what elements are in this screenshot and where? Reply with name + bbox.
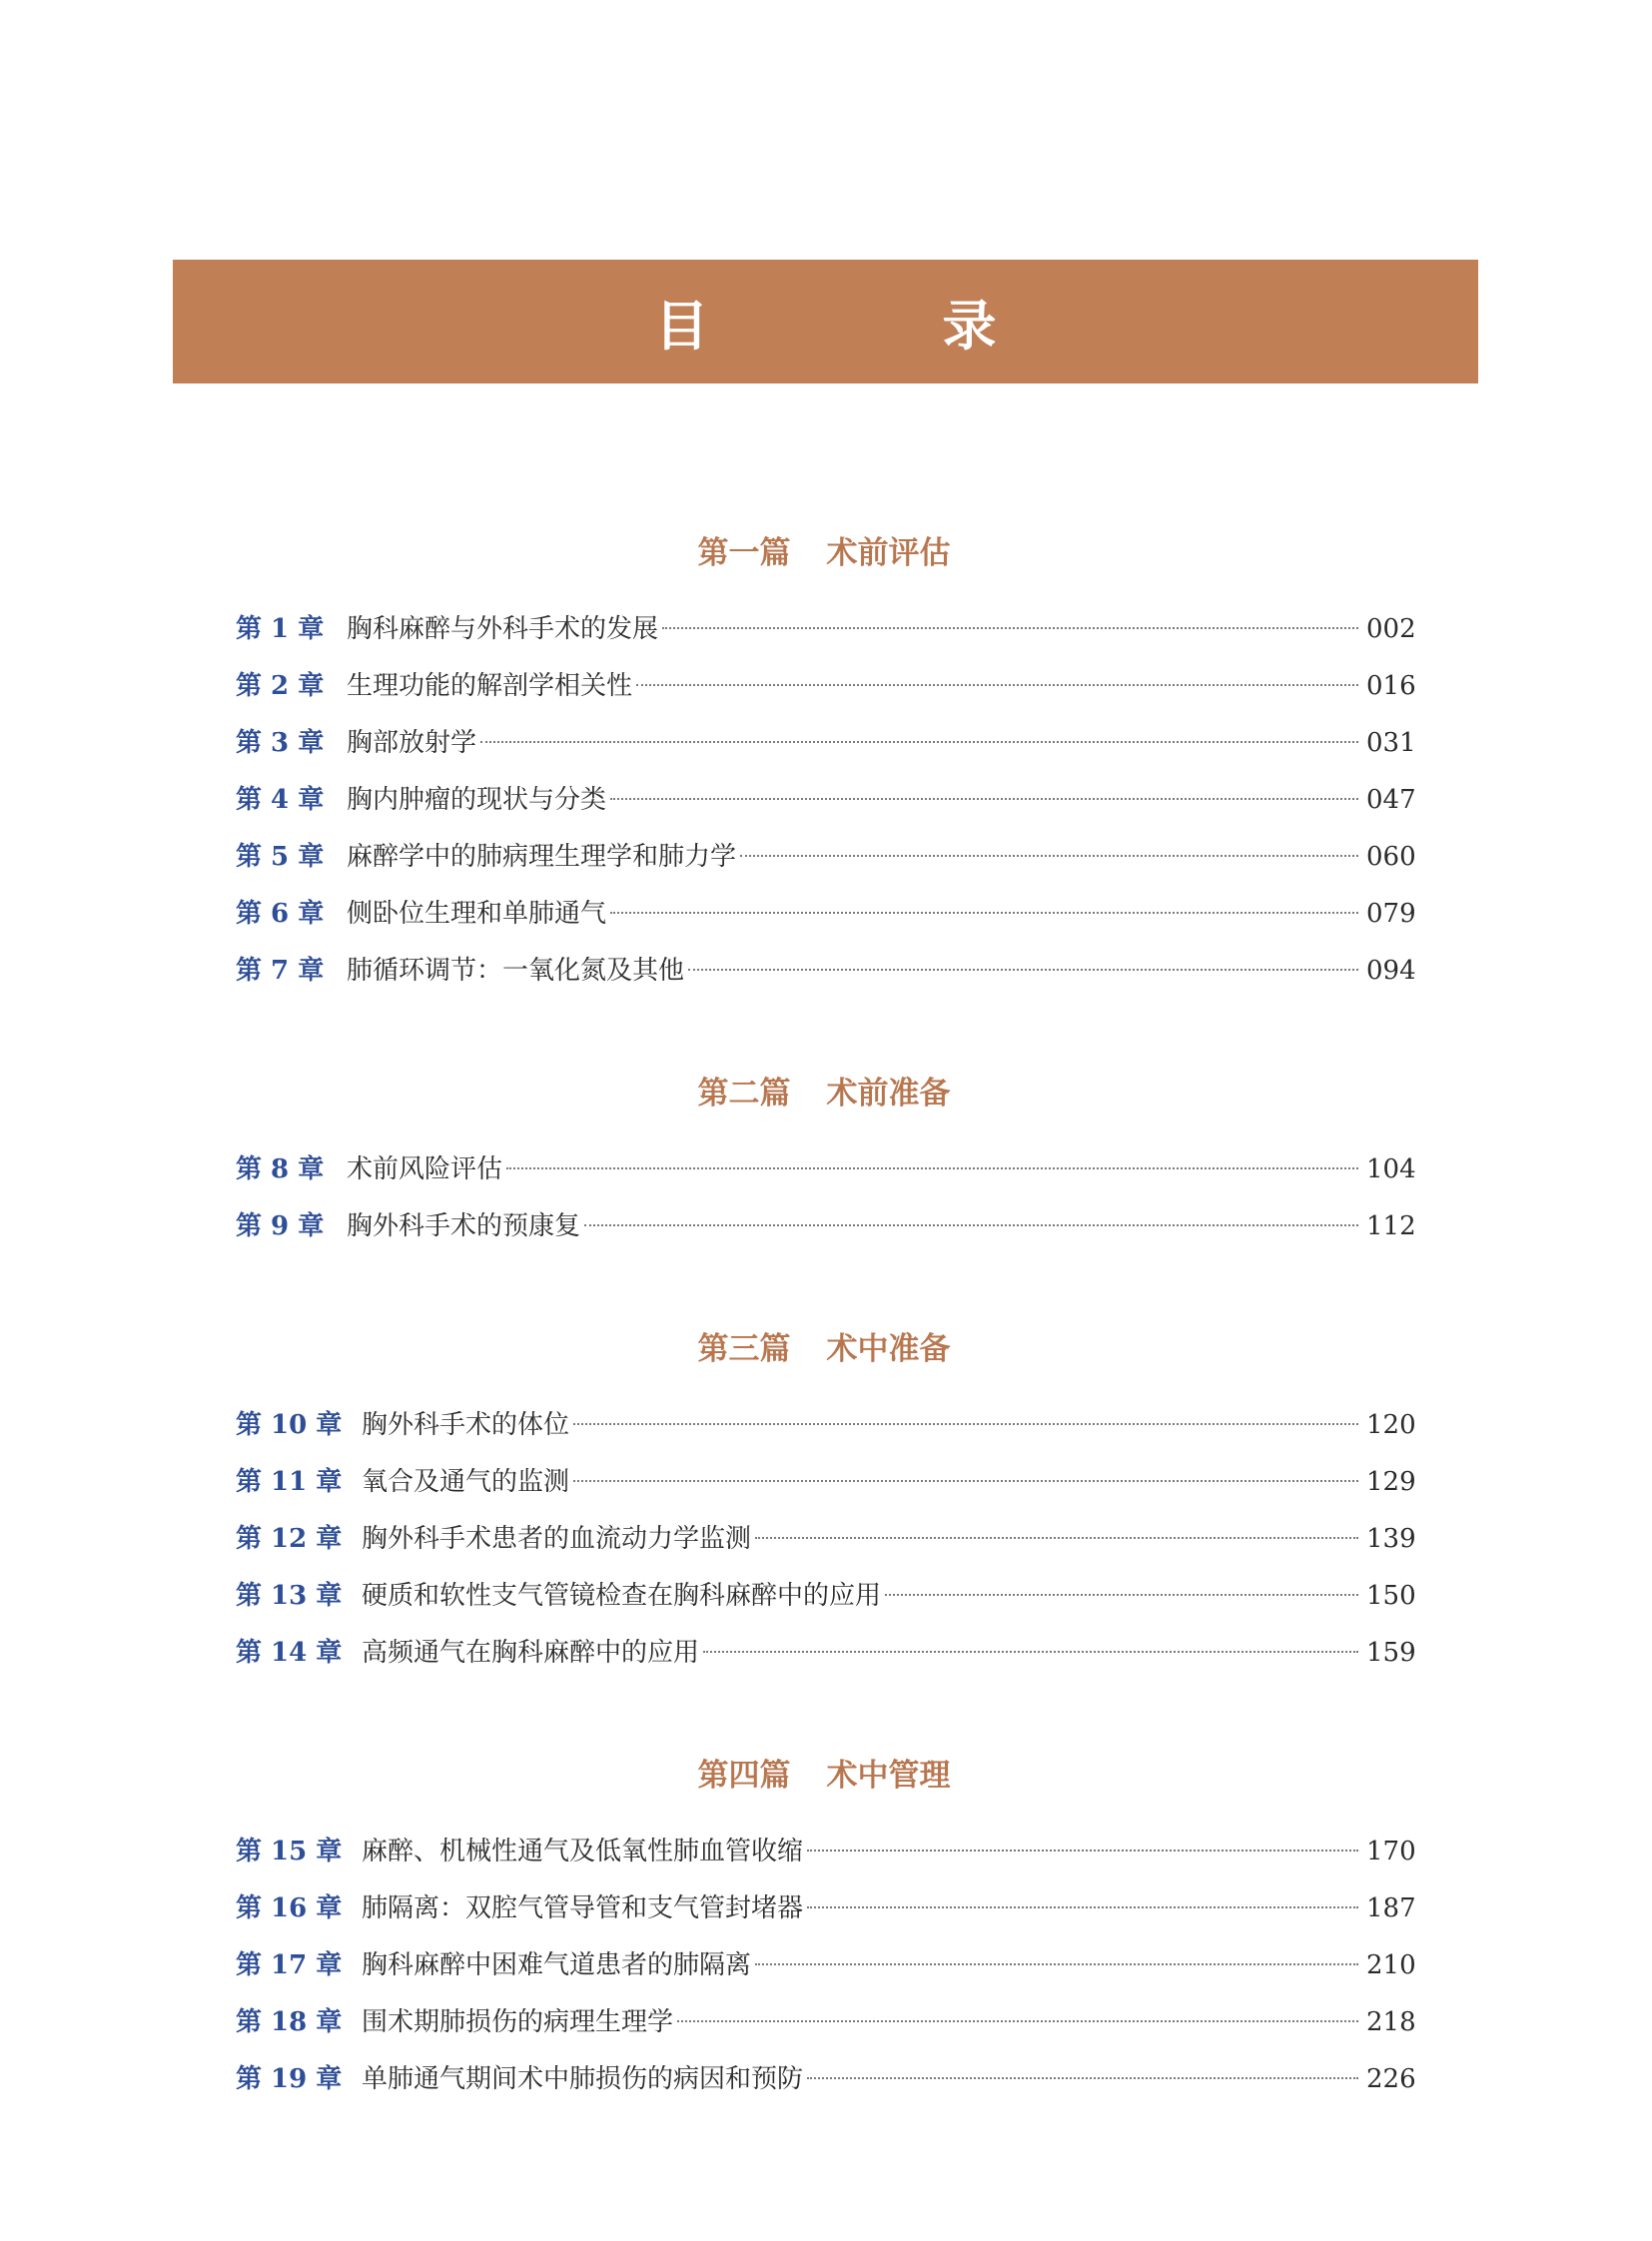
dot-leader [807,1850,1358,1852]
chapter-entry[interactable] [236,601,1416,658]
chapter-entry[interactable] [236,2051,1416,2108]
part-name: 术前评估 [826,534,951,571]
dot-leader [506,1167,1358,1169]
chapter-number: 第 16 章 [236,1893,343,1923]
chapter-number: 第 19 章 [236,2064,343,2094]
dot-leader [677,2020,1358,2022]
chapter-title: 胸科麻醉中困难气道患者的肺隔离 [362,1950,752,1980]
dot-leader [885,1594,1358,1596]
chapter-page: 226 [1366,2064,1416,2094]
chapter-number: 第 10 章 [236,1410,343,1440]
chapter-entry[interactable] [236,1397,1416,1454]
chapter-number: 第 7 章 [236,956,325,986]
chapter-number: 第 18 章 [236,2007,343,2037]
chapter-title: 氧合及通气的监测 [362,1467,570,1497]
part-label: 第三篇 [697,1330,791,1367]
chapter-entry[interactable] [236,829,1416,886]
dot-leader [584,1224,1358,1226]
chapter-title: 肺隔离：双腔气管导管和支气管封堵器 [362,1893,804,1923]
chapter-page: 218 [1366,2007,1416,2037]
chapter-title: 高频通气在胸科麻醉中的应用 [362,1638,700,1668]
chapter-entry[interactable] [236,715,1416,772]
chapter-number: 第 13 章 [236,1581,343,1611]
chapter-entry[interactable] [236,1568,1416,1625]
part-heading [236,519,1412,579]
chapter-title: 生理功能的解剖学相关性 [347,671,633,701]
chapter-page: 060 [1366,842,1416,872]
chapter-page: 159 [1366,1638,1416,1668]
chapter-number: 第 2 章 [236,671,325,701]
dot-leader [480,741,1358,743]
chapter-page: 210 [1366,1950,1416,1980]
chapter-title: 麻醉学中的肺病理生理学和肺力学 [347,842,737,872]
part-label: 第一篇 [697,534,791,571]
dot-leader [610,912,1358,914]
chapter-title: 肺循环调节：一氧化氮及其他 [347,956,685,986]
chapter-title: 胸外科手术患者的血流动力学监测 [362,1524,752,1554]
chapter-page: 112 [1366,1211,1416,1241]
chapter-number: 第 5 章 [236,842,325,872]
part-name: 术前准备 [826,1075,951,1112]
chapter-page: 094 [1366,956,1416,986]
chapter-page: 150 [1366,1581,1416,1611]
part-label: 第二篇 [697,1075,791,1112]
chapter-title: 硬质和软性支气管镜检查在胸科麻醉中的应用 [362,1581,882,1611]
chapter-number: 第 17 章 [236,1950,343,1980]
chapter-title: 麻醉、机械性通气及低氧性肺血管收缩 [362,1837,804,1867]
chapter-page: 031 [1366,728,1416,758]
chapter-entry[interactable] [236,1511,1416,1568]
chapter-entry[interactable] [236,1141,1416,1198]
chapter-entry[interactable] [236,886,1416,943]
chapter-title: 胸部放射学 [347,728,477,758]
dot-leader [610,798,1358,800]
chapter-title: 胸外科手术的体位 [362,1410,570,1440]
part-label: 第四篇 [697,1757,791,1794]
chapter-title: 胸外科手术的预康复 [347,1211,581,1241]
chapter-page: 104 [1366,1154,1416,1184]
dot-leader [573,1480,1358,1482]
dot-leader [703,1651,1358,1653]
chapter-page: 120 [1366,1410,1416,1440]
toc-title-banner [173,260,1478,383]
part-2 [236,1060,1416,1255]
chapter-title: 围术期肺损伤的病理生理学 [362,2007,674,2037]
part-heading [236,1060,1412,1120]
chapter-entry[interactable] [236,1937,1416,1994]
chapter-title: 侧卧位生理和单肺通气 [347,899,607,929]
chapter-page: 139 [1366,1524,1416,1554]
dot-leader [740,855,1358,857]
dot-leader [755,1963,1358,1965]
dot-leader [636,684,1358,686]
part-name: 术中管理 [826,1757,951,1794]
chapter-number: 第 9 章 [236,1211,325,1241]
chapter-title: 单肺通气期间术中肺损伤的病因和预防 [362,2064,804,2094]
dot-leader [688,969,1358,971]
part-4 [236,1742,1416,2108]
part-heading [236,1315,1412,1375]
chapter-title: 术前风险评估 [347,1154,503,1184]
dot-leader [807,2077,1358,2079]
chapter-number: 第 3 章 [236,728,325,758]
chapter-page: 016 [1366,671,1416,701]
chapter-number: 第 6 章 [236,899,325,929]
part-3 [236,1315,1416,1682]
chapter-entry[interactable] [236,1454,1416,1511]
chapter-number: 第 12 章 [236,1524,343,1554]
chapter-page: 129 [1366,1467,1416,1497]
chapter-page: 047 [1366,785,1416,815]
chapter-number: 第 4 章 [236,785,325,815]
toc-title: 目 录 [654,293,1087,358]
chapter-entry[interactable] [236,1824,1416,1880]
chapter-entry[interactable] [236,1625,1416,1682]
chapter-title: 胸科麻醉与外科手术的发展 [347,614,659,644]
chapter-entry[interactable] [236,1994,1416,2051]
chapter-number: 第 8 章 [236,1154,325,1184]
chapter-page: 002 [1366,614,1416,644]
dot-leader [755,1537,1358,1539]
chapter-page: 170 [1366,1837,1416,1867]
table-of-contents [236,519,1416,2168]
chapter-page: 079 [1366,899,1416,929]
chapter-page: 187 [1366,1893,1416,1923]
part-heading [236,1742,1412,1802]
chapter-number: 第 15 章 [236,1837,343,1867]
chapter-entry[interactable] [236,1198,1416,1255]
chapter-entry[interactable] [236,943,1416,1000]
dot-leader [662,627,1358,629]
chapter-number: 第 1 章 [236,614,325,644]
chapter-number: 第 11 章 [236,1467,343,1497]
chapter-title: 胸内肿瘤的现状与分类 [347,785,607,815]
chapter-entry[interactable] [236,658,1416,715]
dot-leader [573,1423,1358,1425]
chapter-number: 第 14 章 [236,1638,343,1668]
chapter-entry[interactable] [236,772,1416,829]
chapter-entry[interactable] [236,1880,1416,1937]
part-name: 术中准备 [826,1330,951,1367]
dot-leader [807,1906,1358,1908]
part-1 [236,519,1416,1000]
